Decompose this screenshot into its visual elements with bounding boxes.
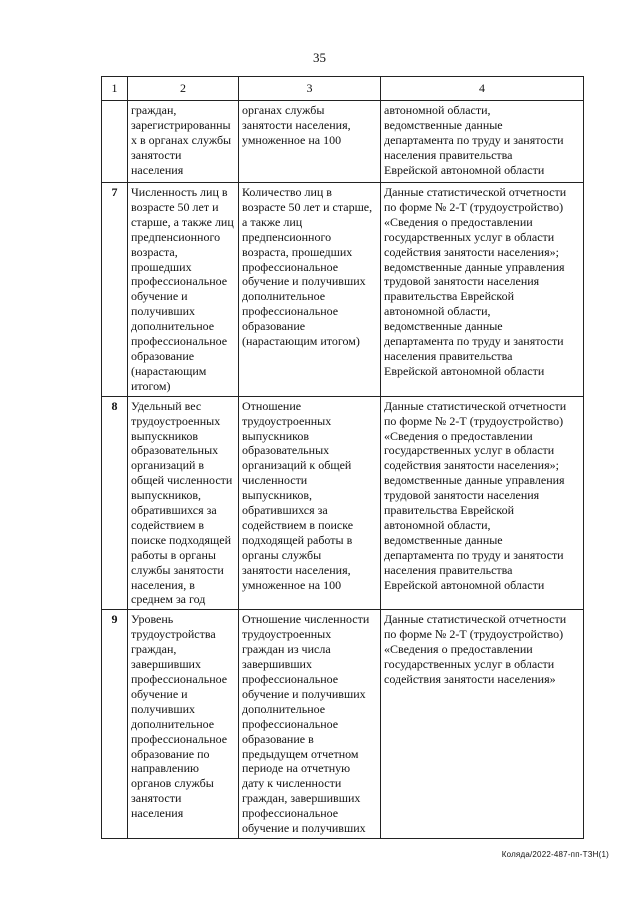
calculation-method: Отношение трудоустроенных выпускников образовательных организаций к общей численности выпускников, обратившихся за содействием в поиске подходящей работы в органы службы занятости населения, умноженное на 100 bbox=[242, 398, 354, 592]
indicator-name-cell bbox=[128, 101, 239, 183]
calculation-method-cell bbox=[239, 610, 381, 839]
indicator-name-cell bbox=[128, 610, 239, 839]
indicator-name: Удельный вес трудоустроенных выпускников образовательных организаций в общей численности выпускников, обратившихся за содействием в поиске подходящей работы в органы службы занятости населения, в среднем за год bbox=[131, 398, 233, 607]
indicator-name-cell bbox=[128, 183, 239, 397]
table-row bbox=[102, 183, 584, 397]
header-cell-2: 2 bbox=[128, 77, 239, 101]
header-cell-3: 3 bbox=[239, 77, 381, 101]
document-footer-code: Коляда/2022-487-пп-ТЗН(1) bbox=[501, 850, 609, 859]
row-number: 9 bbox=[102, 610, 128, 839]
indicator-name: граждан, зарегистрированны х в органах службы занятости населения bbox=[131, 103, 232, 177]
indicator-name-cell bbox=[128, 396, 239, 610]
header-cell-4: 4 bbox=[381, 77, 584, 101]
data-source-cell bbox=[381, 396, 584, 610]
calculation-method-cell bbox=[239, 396, 381, 610]
calculation-method-cell bbox=[239, 183, 381, 397]
data-source-cell bbox=[381, 183, 584, 397]
data-source: Данные статистической отчетности по форме № 2-Т (трудоустройство) «Сведения о предоставлении государственных услуг в области содействия занятости населения»; ведомственные данные управления трудовой занятости населения правительства Еврейской автономной области, ведомственные данные департамента по труду и занятости населения правительства Еврейской автономной области bbox=[384, 398, 567, 592]
calculation-method: Количество лиц в возрасте 50 лет и старше, а также лиц предпенсионного возраста, прошедших профессиональное обучение и получивших дополнительное профессиональное образование (нарастающим итогом) bbox=[242, 185, 373, 349]
calculation-method: органах службы занятости населения, умноженное на 100 bbox=[242, 103, 351, 147]
table-row bbox=[102, 610, 584, 839]
row-number bbox=[102, 101, 128, 183]
header-cell-1: 1 bbox=[102, 77, 128, 101]
data-source: Данные статистической отчетности по форме № 2-Т (трудоустройство) «Сведения о предоставлении государственных услуг в области содействия занятости населения» bbox=[384, 612, 567, 686]
data-source: Данные статистической отчетности по форме № 2-Т (трудоустройство) «Сведения о предоставлении государственных услуг в области содействия занятости населения»; ведомственные данные управления трудовой занятости населения правительства Еврейской автономной области, ведомственные данные департамента по труду и занятости населения правительства Еврейской автономной области bbox=[384, 185, 567, 378]
table-header-row bbox=[102, 77, 584, 101]
table-row bbox=[102, 101, 584, 183]
indicator-name: Численность лиц в возрасте 50 лет и старше, а также лиц предпенсионного возраста, прошедших профессиональное обучение и получивших дополнительное профессиональное образование (нарастающим итогом) bbox=[131, 185, 234, 393]
calculation-method-cell bbox=[239, 101, 381, 183]
row-number: 8 bbox=[102, 396, 128, 610]
row-number: 7 bbox=[102, 183, 128, 397]
table-row bbox=[102, 396, 584, 610]
indicator-name: Уровень трудоустройства граждан, завершивших профессиональное обучение и получивших дополнительное профессиональное образование по направлению органов службы занятости населения bbox=[131, 612, 228, 821]
indicators-table bbox=[101, 76, 584, 839]
data-source: автономной области, ведомственные данные департамента по труду и занятости населения правительства Еврейской автономной области bbox=[384, 103, 564, 177]
page-number: 35 bbox=[313, 50, 326, 65]
calculation-method: Отношение численности трудоустроенных граждан из числа завершивших профессиональное обучение и получивших дополнительное профессиональное образование в предыдущем отчетном периоде на отчетную дату к численности граждан, завершивших профессиональное обучение и получивших bbox=[242, 612, 370, 836]
data-source-cell bbox=[381, 101, 584, 183]
data-source-cell bbox=[381, 610, 584, 839]
